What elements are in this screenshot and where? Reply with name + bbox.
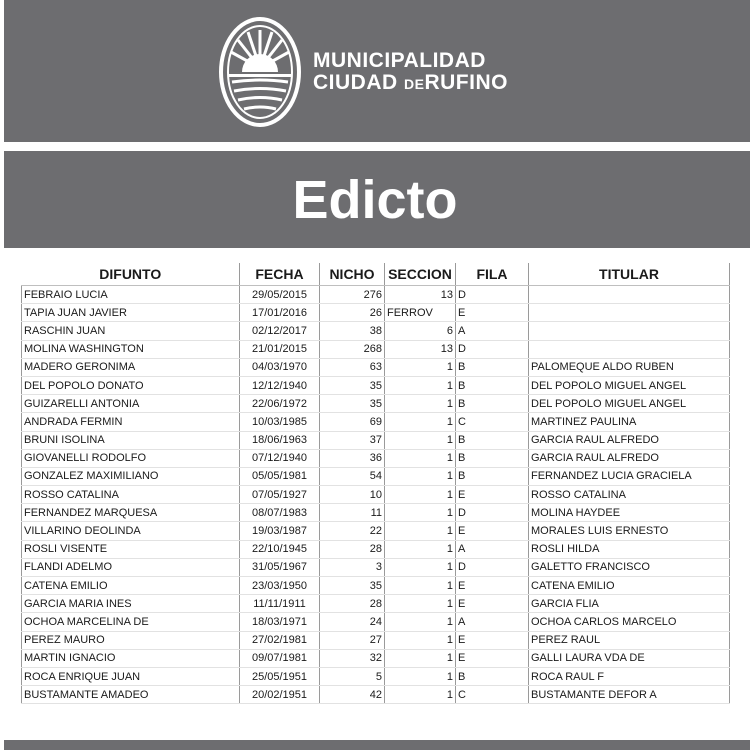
table-row (22, 595, 730, 613)
table-row (22, 467, 730, 485)
cell-fila: B (456, 376, 529, 394)
cell-titular (529, 340, 730, 358)
brand-line-2 (313, 72, 508, 95)
cell-difunto: PEREZ MAURO (22, 631, 240, 649)
cell-fila: D (456, 504, 529, 522)
cell-fecha: 08/07/1983 (240, 504, 320, 522)
cell-titular (529, 286, 730, 304)
cell-nicho: 38 (320, 322, 385, 340)
table-row (22, 613, 730, 631)
edict-table (21, 263, 730, 704)
table-row (22, 413, 730, 431)
cell-difunto: BUSTAMANTE AMADEO (22, 686, 240, 704)
cell-fila: E (456, 577, 529, 595)
cell-titular: GALETTO FRANCISCO (529, 558, 730, 576)
table-row (22, 686, 730, 704)
cell-nicho: 5 (320, 667, 385, 685)
cell-titular: GARCIA FLIA (529, 595, 730, 613)
cell-titular: CATENA EMILIO (529, 577, 730, 595)
table-row (22, 631, 730, 649)
cell-difunto: DEL POPOLO DONATO (22, 376, 240, 394)
cell-nicho: 26 (320, 304, 385, 322)
cell-difunto: FEBRAIO LUCIA (22, 286, 240, 304)
cell-nicho: 32 (320, 649, 385, 667)
table-row (22, 486, 730, 504)
cell-seccion: 1 (385, 649, 456, 667)
cell-seccion: FERROV (385, 304, 456, 322)
cell-difunto: VILLARINO DEOLINDA (22, 522, 240, 540)
cell-seccion: 1 (385, 595, 456, 613)
cell-seccion: 1 (385, 486, 456, 504)
table-row (22, 322, 730, 340)
table-body (22, 286, 730, 704)
cell-fecha: 12/12/1940 (240, 376, 320, 394)
cell-titular (529, 322, 730, 340)
cell-fecha: 23/03/1950 (240, 577, 320, 595)
cell-difunto: ROSSO CATALINA (22, 486, 240, 504)
cell-titular: GALLI LAURA VDA DE (529, 649, 730, 667)
cell-titular: ROSLI HILDA (529, 540, 730, 558)
cell-difunto: GIOVANELLI RODOLFO (22, 449, 240, 467)
table-row (22, 376, 730, 394)
cell-fecha: 07/12/1940 (240, 449, 320, 467)
cell-fecha: 04/03/1970 (240, 358, 320, 376)
table-row (22, 358, 730, 376)
cell-difunto: RASCHIN JUAN (22, 322, 240, 340)
cell-seccion: 1 (385, 395, 456, 413)
cell-seccion: 13 (385, 340, 456, 358)
cell-fecha: 02/12/2017 (240, 322, 320, 340)
table-row (22, 304, 730, 322)
cell-fila: A (456, 613, 529, 631)
cell-titular: MORALES LUIS ERNESTO (529, 522, 730, 540)
column-header-difunto: DIFUNTO (22, 263, 240, 286)
cell-nicho: 35 (320, 395, 385, 413)
cell-fila: D (456, 340, 529, 358)
column-header-titular: TITULAR (529, 263, 730, 286)
cell-seccion: 1 (385, 577, 456, 595)
cell-nicho: 37 (320, 431, 385, 449)
column-header-fila: FILA (456, 263, 529, 286)
cell-difunto: MADERO GERONIMA (22, 358, 240, 376)
cell-seccion: 6 (385, 322, 456, 340)
cell-difunto: BRUNI ISOLINA (22, 431, 240, 449)
cell-nicho: 27 (320, 631, 385, 649)
cell-seccion: 1 (385, 376, 456, 394)
table-row (22, 449, 730, 467)
cell-nicho: 11 (320, 504, 385, 522)
cell-fila: B (456, 431, 529, 449)
cell-seccion: 1 (385, 686, 456, 704)
column-header-nicho: NICHO (320, 263, 385, 286)
cell-nicho: 22 (320, 522, 385, 540)
cell-titular: DEL POPOLO MIGUEL ANGEL (529, 376, 730, 394)
cell-difunto: OCHOA MARCELINA DE (22, 613, 240, 631)
cell-nicho: 3 (320, 558, 385, 576)
cell-seccion: 1 (385, 449, 456, 467)
cell-nicho: 28 (320, 595, 385, 613)
cell-titular: MARTINEZ PAULINA (529, 413, 730, 431)
cell-fecha: 21/01/2015 (240, 340, 320, 358)
cell-fila: C (456, 686, 529, 704)
cell-fecha: 22/06/1972 (240, 395, 320, 413)
cell-nicho: 24 (320, 613, 385, 631)
cell-fila: E (456, 595, 529, 613)
cell-difunto: MARTIN IGNACIO (22, 649, 240, 667)
cell-seccion: 1 (385, 522, 456, 540)
cell-fecha: 05/05/1981 (240, 467, 320, 485)
cell-titular: PEREZ RAUL (529, 631, 730, 649)
column-header-fecha: FECHA (240, 263, 320, 286)
brand-line-1: MUNICIPALIDAD (313, 49, 486, 72)
cell-fila: B (456, 395, 529, 413)
table-row (22, 577, 730, 595)
cell-fecha: 07/05/1927 (240, 486, 320, 504)
cell-fila: E (456, 304, 529, 322)
cell-seccion: 1 (385, 631, 456, 649)
cell-fila: A (456, 540, 529, 558)
cell-fecha: 09/07/1981 (240, 649, 320, 667)
cell-seccion: 1 (385, 504, 456, 522)
cell-seccion: 1 (385, 413, 456, 431)
brand-wordmark (313, 50, 508, 95)
cell-difunto: FERNANDEZ MARQUESA (22, 504, 240, 522)
cell-nicho: 268 (320, 340, 385, 358)
cell-fila: B (456, 667, 529, 685)
cell-seccion: 1 (385, 667, 456, 685)
cell-nicho: 35 (320, 577, 385, 595)
cell-fila: E (456, 649, 529, 667)
cell-fecha: 31/05/1967 (240, 558, 320, 576)
cell-titular: DEL POPOLO MIGUEL ANGEL (529, 395, 730, 413)
table-row (22, 522, 730, 540)
table-row (22, 286, 730, 304)
cell-titular: ROSSO CATALINA (529, 486, 730, 504)
table-row (22, 667, 730, 685)
cell-fila: E (456, 486, 529, 504)
column-header-seccion: SECCION (385, 263, 456, 286)
page-title: Edicto (292, 170, 458, 230)
cell-nicho: 10 (320, 486, 385, 504)
cell-difunto: GUIZARELLI ANTONIA (22, 395, 240, 413)
cell-fecha: 25/05/1951 (240, 667, 320, 685)
cell-difunto: TAPIA JUAN JAVIER (22, 304, 240, 322)
table-row (22, 395, 730, 413)
cell-nicho: 35 (320, 376, 385, 394)
cell-fila: E (456, 631, 529, 649)
cell-difunto: ANDRADA FERMIN (22, 413, 240, 431)
cell-fecha: 20/02/1951 (240, 686, 320, 704)
cell-fecha: 11/11/1911 (240, 595, 320, 613)
cell-seccion: 13 (385, 286, 456, 304)
cell-fila: A (456, 322, 529, 340)
cell-seccion: 1 (385, 540, 456, 558)
cell-nicho: 28 (320, 540, 385, 558)
brand-line-2-city: CIUDAD (313, 71, 398, 94)
cell-difunto: ROCA ENRIQUE JUAN (22, 667, 240, 685)
table-header-row (22, 263, 730, 286)
municipal-seal-icon (218, 16, 302, 128)
cell-nicho: 276 (320, 286, 385, 304)
cell-fecha: 18/03/1971 (240, 613, 320, 631)
cell-nicho: 42 (320, 686, 385, 704)
cell-fecha: 10/03/1985 (240, 413, 320, 431)
cell-titular: GARCIA RAUL ALFREDO (529, 449, 730, 467)
cell-fila: D (456, 558, 529, 576)
cell-fecha: 22/10/1945 (240, 540, 320, 558)
cell-nicho: 54 (320, 467, 385, 485)
cell-titular: PALOMEQUE ALDO RUBEN (529, 358, 730, 376)
cell-fila: B (456, 449, 529, 467)
cell-titular: BUSTAMANTE DEFOR A (529, 686, 730, 704)
cell-titular: FERNANDEZ LUCIA GRACIELA (529, 467, 730, 485)
cell-titular: OCHOA CARLOS MARCELO (529, 613, 730, 631)
cell-fila: B (456, 358, 529, 376)
cell-fecha: 27/02/1981 (240, 631, 320, 649)
cell-fecha: 19/03/1987 (240, 522, 320, 540)
cell-fila: D (456, 286, 529, 304)
cell-titular: ROCA RAUL F (529, 667, 730, 685)
cell-nicho: 69 (320, 413, 385, 431)
table-row (22, 540, 730, 558)
cell-fecha: 18/06/1963 (240, 431, 320, 449)
cell-difunto: ROSLI VISENTE (22, 540, 240, 558)
cell-nicho: 36 (320, 449, 385, 467)
cell-seccion: 1 (385, 467, 456, 485)
cell-difunto: FLANDI ADELMO (22, 558, 240, 576)
table-row (22, 504, 730, 522)
cell-nicho: 63 (320, 358, 385, 376)
cell-fila: C (456, 413, 529, 431)
brand-line-2-rufino: RUFINO (424, 71, 508, 94)
cell-seccion: 1 (385, 431, 456, 449)
cell-titular: GARCIA RAUL ALFREDO (529, 431, 730, 449)
cell-seccion: 1 (385, 358, 456, 376)
cell-difunto: GARCIA MARIA INES (22, 595, 240, 613)
table-row (22, 558, 730, 576)
cell-seccion: 1 (385, 613, 456, 631)
cell-fecha: 29/05/2015 (240, 286, 320, 304)
footer-banner (4, 740, 750, 750)
cell-difunto: CATENA EMILIO (22, 577, 240, 595)
cell-fila: E (456, 522, 529, 540)
cell-difunto: GONZALEZ MAXIMILIANO (22, 467, 240, 485)
brand-line-2-de: DE (404, 76, 425, 92)
table-row (22, 431, 730, 449)
cell-fila: B (456, 467, 529, 485)
table-row (22, 340, 730, 358)
cell-fecha: 17/01/2016 (240, 304, 320, 322)
cell-titular (529, 304, 730, 322)
table-row (22, 649, 730, 667)
cell-difunto: MOLINA WASHINGTON (22, 340, 240, 358)
cell-seccion: 1 (385, 558, 456, 576)
cell-titular: MOLINA HAYDEE (529, 504, 730, 522)
